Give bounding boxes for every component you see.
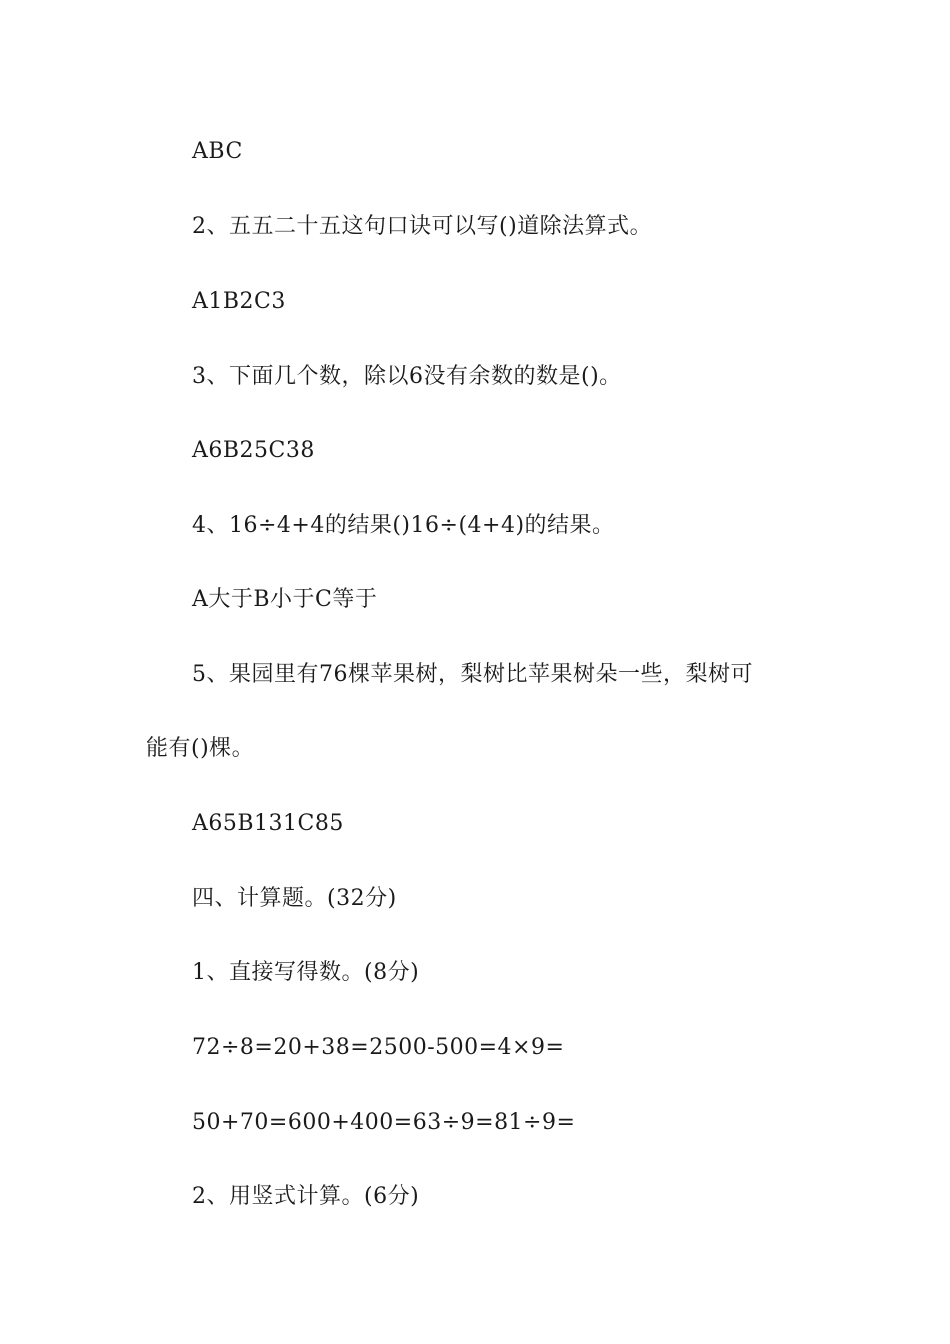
calculation-row-1: 72÷8=20+38=2500-500=4×9= [192,1035,565,1060]
question-2-text: 2、五五二十五这句口诀可以写()道除法算式。 [192,214,653,239]
subsection-2-heading: 2、用竖式计算。(6分) [192,1184,420,1209]
question-5-text: 5、果园里有76棵苹果树，梨树比苹果树朵一些，梨树可 [192,662,753,687]
calculation-row-2: 50+70=600+400=63÷9=81÷9= [192,1110,576,1135]
question-3-options: A6B25C38 [192,438,315,463]
question-5-text-continued: 能有()棵。 [146,736,255,761]
question-4-options: A大于B小于C等于 [192,587,378,612]
question-2-options: A1B2C3 [192,289,286,314]
question-4-text: 4、16÷4+4的结果()16÷(4+4)的结果。 [192,513,615,538]
answer-options-line: ABC [192,139,243,164]
question-3-text: 3、下面几个数，除以6没有余数的数是()。 [192,364,622,389]
section-heading: 四、计算题。(32分) [192,886,397,911]
subsection-1-heading: 1、直接写得数。(8分) [192,960,420,985]
question-5-options: A65B131C85 [192,811,344,836]
